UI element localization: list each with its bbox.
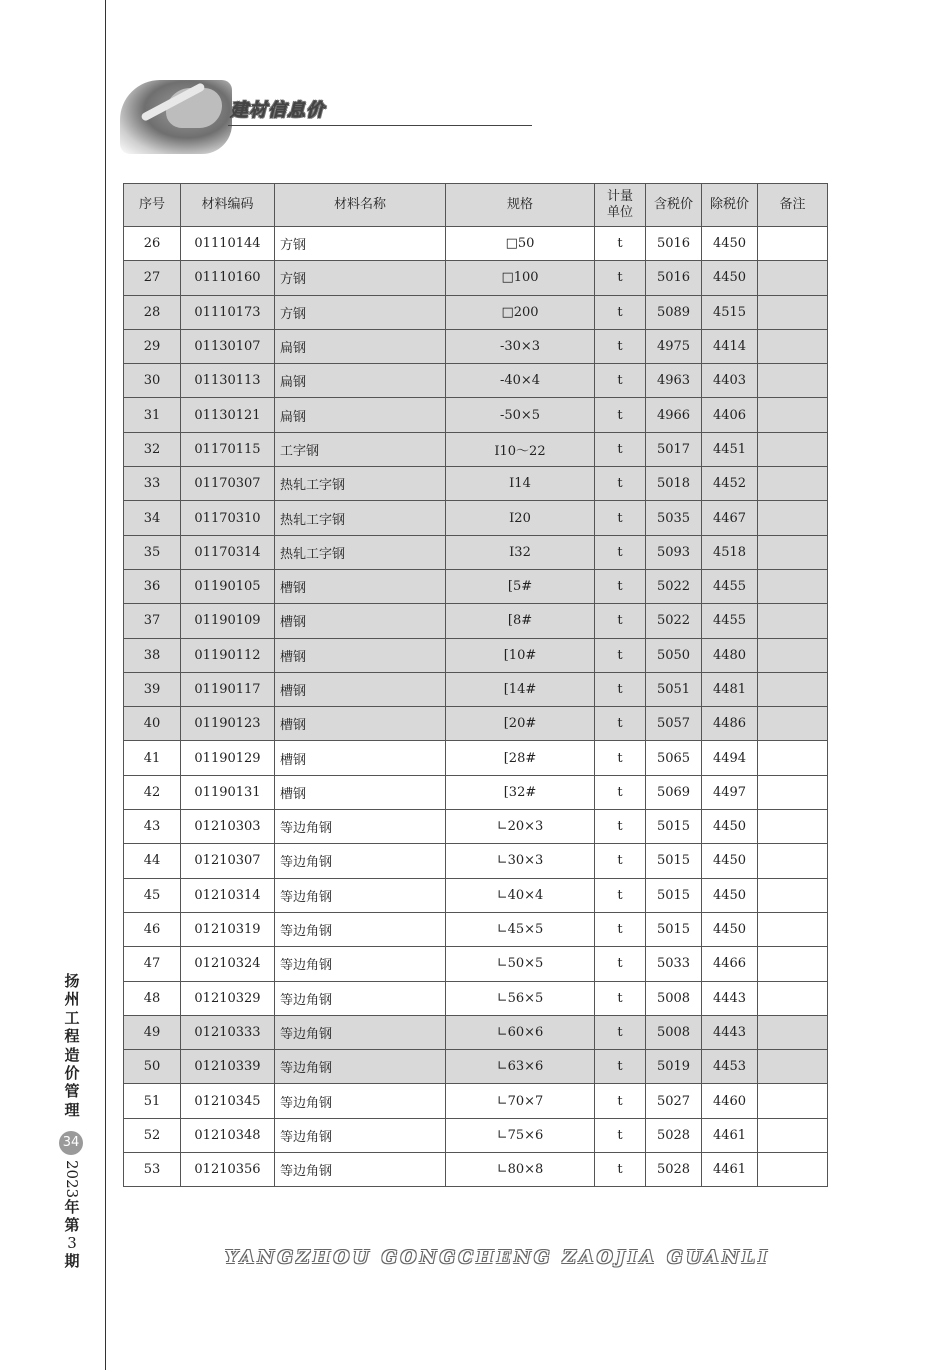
cell-name: 扁钢 — [275, 398, 446, 432]
cell-code: 01110160 — [181, 261, 275, 295]
section-title: 建材信息价 — [230, 100, 325, 121]
table-row — [124, 1015, 828, 1049]
table-row — [124, 604, 828, 638]
cell-spec: I10～22 — [446, 432, 595, 466]
footer-english-title: YANGZHOU GONGCHENG ZAOJIA GUANLI — [225, 1247, 771, 1268]
cell-price-tax: 5015 — [646, 844, 702, 878]
cell-spec: □50 — [446, 227, 595, 261]
cell-price-tax: 5022 — [646, 569, 702, 603]
cell-price-tax: 5057 — [646, 707, 702, 741]
cell-name: 等边角钢 — [275, 1118, 446, 1152]
cell-remark — [758, 912, 828, 946]
cell-seq: 38 — [124, 638, 181, 672]
header-spec: 规格 — [446, 184, 595, 227]
cell-price-notax: 4455 — [702, 569, 758, 603]
cell-code: 01210339 — [181, 1050, 275, 1084]
cell-spec: [28# — [446, 741, 595, 775]
issue-di: 第 — [64, 1216, 80, 1235]
cell-spec: [20# — [446, 707, 595, 741]
cell-price-notax: 4455 — [702, 604, 758, 638]
cell-unit: t — [595, 1015, 646, 1049]
cell-name: 等边角钢 — [275, 912, 446, 946]
table-header-row — [124, 184, 828, 227]
cell-code: 01210333 — [181, 1015, 275, 1049]
table-row — [124, 638, 828, 672]
cell-spec: □200 — [446, 295, 595, 329]
cell-unit: t — [595, 1050, 646, 1084]
issue-label-vertical — [60, 1160, 84, 1270]
cell-unit: t — [595, 261, 646, 295]
cell-unit: t — [595, 604, 646, 638]
cell-name: 等边角钢 — [275, 947, 446, 981]
table-row — [124, 672, 828, 706]
table-row — [124, 329, 828, 363]
cell-remark — [758, 707, 828, 741]
cell-seq: 37 — [124, 604, 181, 638]
cell-remark — [758, 810, 828, 844]
cell-price-notax: 4481 — [702, 672, 758, 706]
cell-name: 等边角钢 — [275, 878, 446, 912]
cell-price-tax: 4963 — [646, 364, 702, 398]
cell-unit: t — [595, 844, 646, 878]
cell-code: 01190105 — [181, 569, 275, 603]
cell-spec: ∟60×6 — [446, 1015, 595, 1049]
cell-code: 01130107 — [181, 329, 275, 363]
table-row — [124, 1118, 828, 1152]
cell-price-notax: 4450 — [702, 810, 758, 844]
cell-price-tax: 5093 — [646, 535, 702, 569]
cell-price-notax: 4452 — [702, 467, 758, 501]
cell-price-notax: 4450 — [702, 912, 758, 946]
cell-code: 01190112 — [181, 638, 275, 672]
cell-name: 等边角钢 — [275, 1153, 446, 1187]
cell-unit: t — [595, 364, 646, 398]
cell-seq: 36 — [124, 569, 181, 603]
cell-unit: t — [595, 741, 646, 775]
cell-code: 01210348 — [181, 1118, 275, 1152]
cell-remark — [758, 501, 828, 535]
table-row — [124, 947, 828, 981]
cell-price-tax: 5065 — [646, 741, 702, 775]
table-row — [124, 295, 828, 329]
cell-price-notax: 4461 — [702, 1118, 758, 1152]
cell-code: 01210303 — [181, 810, 275, 844]
cell-name: 槽钢 — [275, 638, 446, 672]
cell-price-tax: 5027 — [646, 1084, 702, 1118]
cell-name: 槽钢 — [275, 775, 446, 809]
cell-code: 01190123 — [181, 707, 275, 741]
cell-spec: ∟50×5 — [446, 947, 595, 981]
cell-code: 01210345 — [181, 1084, 275, 1118]
cell-remark — [758, 1084, 828, 1118]
cell-spec: -30×3 — [446, 329, 595, 363]
cell-code: 01190109 — [181, 604, 275, 638]
cell-unit: t — [595, 775, 646, 809]
cell-name: 槽钢 — [275, 569, 446, 603]
cell-price-notax: 4443 — [702, 981, 758, 1015]
cell-price-tax: 5050 — [646, 638, 702, 672]
header-code: 材料编码 — [181, 184, 275, 227]
cell-price-tax: 5008 — [646, 1015, 702, 1049]
cell-spec: □100 — [446, 261, 595, 295]
header-photo — [120, 80, 232, 154]
cell-remark — [758, 947, 828, 981]
cell-name: 等边角钢 — [275, 1084, 446, 1118]
cell-code: 01170115 — [181, 432, 275, 466]
page-number: 34 — [59, 1131, 83, 1155]
table-row — [124, 1153, 828, 1187]
cell-price-notax: 4450 — [702, 261, 758, 295]
cell-name: 方钢 — [275, 261, 446, 295]
cell-name: 等边角钢 — [275, 1050, 446, 1084]
cell-code: 01110173 — [181, 295, 275, 329]
cell-code: 01210324 — [181, 947, 275, 981]
table-row — [124, 878, 828, 912]
cell-spec: I20 — [446, 501, 595, 535]
header-unit — [595, 184, 646, 227]
cell-seq: 42 — [124, 775, 181, 809]
header-seq: 序号 — [124, 184, 181, 227]
cell-spec: ∟56×5 — [446, 981, 595, 1015]
header-unit-line1: 计量 — [606, 189, 633, 204]
cell-price-tax: 5015 — [646, 810, 702, 844]
table-row — [124, 741, 828, 775]
cell-unit: t — [595, 569, 646, 603]
cell-seq: 46 — [124, 912, 181, 946]
cell-price-notax: 4460 — [702, 1084, 758, 1118]
cell-remark — [758, 227, 828, 261]
header-remark: 备注 — [758, 184, 828, 227]
cell-remark — [758, 604, 828, 638]
table-row — [124, 432, 828, 466]
cell-remark — [758, 981, 828, 1015]
cell-code: 01190117 — [181, 672, 275, 706]
cell-price-notax: 4414 — [702, 329, 758, 363]
cell-name: 热轧工字钢 — [275, 535, 446, 569]
cell-spec: [14# — [446, 672, 595, 706]
margin-rule — [105, 0, 106, 1370]
table-row — [124, 707, 828, 741]
cell-price-tax: 5015 — [646, 912, 702, 946]
cell-name: 等边角钢 — [275, 844, 446, 878]
cell-price-notax: 4486 — [702, 707, 758, 741]
cell-price-tax: 5089 — [646, 295, 702, 329]
cell-seq: 26 — [124, 227, 181, 261]
cell-remark — [758, 1015, 828, 1049]
cell-unit: t — [595, 912, 646, 946]
cell-price-notax: 4466 — [702, 947, 758, 981]
cell-spec: [8# — [446, 604, 595, 638]
cell-remark — [758, 398, 828, 432]
cell-seq: 32 — [124, 432, 181, 466]
cell-name: 热轧工字钢 — [275, 501, 446, 535]
cell-remark — [758, 535, 828, 569]
cell-price-notax: 4450 — [702, 844, 758, 878]
cell-price-tax: 4966 — [646, 398, 702, 432]
cell-spec: I14 — [446, 467, 595, 501]
cell-spec: ∟75×6 — [446, 1118, 595, 1152]
cell-seq: 28 — [124, 295, 181, 329]
table-body — [124, 227, 828, 1187]
table-row — [124, 912, 828, 946]
cell-unit: t — [595, 398, 646, 432]
cell-spec: -50×5 — [446, 398, 595, 432]
cell-seq: 33 — [124, 467, 181, 501]
table-row — [124, 227, 828, 261]
cell-price-notax: 4515 — [702, 295, 758, 329]
cell-unit: t — [595, 672, 646, 706]
cell-unit: t — [595, 810, 646, 844]
table-row — [124, 1084, 828, 1118]
cell-name: 等边角钢 — [275, 810, 446, 844]
cell-price-notax: 4403 — [702, 364, 758, 398]
header-price-tax: 含税价 — [646, 184, 702, 227]
cell-name: 扁钢 — [275, 364, 446, 398]
cell-remark — [758, 1153, 828, 1187]
cell-unit: t — [595, 947, 646, 981]
cell-unit: t — [595, 295, 646, 329]
cell-code: 01110144 — [181, 227, 275, 261]
cell-spec: ∟63×6 — [446, 1050, 595, 1084]
cell-seq: 52 — [124, 1118, 181, 1152]
cell-remark — [758, 1050, 828, 1084]
cell-code: 01130121 — [181, 398, 275, 432]
cell-unit: t — [595, 1118, 646, 1152]
cell-price-notax: 4443 — [702, 1015, 758, 1049]
cell-unit: t — [595, 501, 646, 535]
cell-seq: 29 — [124, 329, 181, 363]
cell-seq: 53 — [124, 1153, 181, 1187]
cell-spec: -40×4 — [446, 364, 595, 398]
cell-spec: [32# — [446, 775, 595, 809]
cell-seq: 45 — [124, 878, 181, 912]
cell-remark — [758, 364, 828, 398]
cell-price-tax: 5028 — [646, 1118, 702, 1152]
cell-remark — [758, 432, 828, 466]
cell-remark — [758, 295, 828, 329]
table-row — [124, 501, 828, 535]
cell-name: 方钢 — [275, 295, 446, 329]
cell-price-notax: 4450 — [702, 227, 758, 261]
cell-price-notax: 4451 — [702, 432, 758, 466]
cell-remark — [758, 672, 828, 706]
cell-price-tax: 5015 — [646, 878, 702, 912]
cell-remark — [758, 467, 828, 501]
cell-name: 工字钢 — [275, 432, 446, 466]
issue-year-char: 年 — [64, 1198, 80, 1217]
cell-price-tax: 5022 — [646, 604, 702, 638]
cell-spec: ∟45×5 — [446, 912, 595, 946]
table-row — [124, 1050, 828, 1084]
cell-seq: 48 — [124, 981, 181, 1015]
cell-seq: 35 — [124, 535, 181, 569]
cell-price-notax: 4497 — [702, 775, 758, 809]
cell-price-notax: 4467 — [702, 501, 758, 535]
cell-price-tax: 5028 — [646, 1153, 702, 1187]
price-table — [123, 183, 828, 1187]
table-row — [124, 775, 828, 809]
header-unit-line2: 单位 — [606, 205, 633, 220]
table-row — [124, 364, 828, 398]
cell-seq: 40 — [124, 707, 181, 741]
cell-price-tax: 5017 — [646, 432, 702, 466]
cell-code: 01170314 — [181, 535, 275, 569]
cell-seq: 43 — [124, 810, 181, 844]
cell-price-tax: 5033 — [646, 947, 702, 981]
cell-seq: 44 — [124, 844, 181, 878]
issue-qi: 期 — [64, 1252, 80, 1271]
cell-code: 01190129 — [181, 741, 275, 775]
cell-name: 方钢 — [275, 227, 446, 261]
cell-price-tax: 5008 — [646, 981, 702, 1015]
cell-code: 01210329 — [181, 981, 275, 1015]
cell-remark — [758, 569, 828, 603]
cell-unit: t — [595, 432, 646, 466]
table-row — [124, 398, 828, 432]
cell-seq: 27 — [124, 261, 181, 295]
cell-seq: 34 — [124, 501, 181, 535]
cell-unit: t — [595, 227, 646, 261]
cell-unit: t — [595, 1153, 646, 1187]
cell-name: 扁钢 — [275, 329, 446, 363]
cell-code: 01210356 — [181, 1153, 275, 1187]
cell-price-notax: 4518 — [702, 535, 758, 569]
table-row — [124, 981, 828, 1015]
cell-unit: t — [595, 981, 646, 1015]
cell-remark — [758, 638, 828, 672]
cell-price-tax: 5069 — [646, 775, 702, 809]
cell-code: 01210314 — [181, 878, 275, 912]
cell-price-notax: 4494 — [702, 741, 758, 775]
cell-price-notax: 4453 — [702, 1050, 758, 1084]
cell-remark — [758, 844, 828, 878]
cell-spec: ∟30×3 — [446, 844, 595, 878]
cell-unit: t — [595, 878, 646, 912]
cell-seq: 47 — [124, 947, 181, 981]
cell-price-notax: 4406 — [702, 398, 758, 432]
cell-seq: 31 — [124, 398, 181, 432]
cell-seq: 51 — [124, 1084, 181, 1118]
cell-price-tax: 4975 — [646, 329, 702, 363]
cell-price-tax: 5018 — [646, 467, 702, 501]
cell-unit: t — [595, 1084, 646, 1118]
header-name: 材料名称 — [275, 184, 446, 227]
cell-spec: ∟20×3 — [446, 810, 595, 844]
cell-code: 01130113 — [181, 364, 275, 398]
table-row — [124, 535, 828, 569]
cell-spec: ∟40×4 — [446, 878, 595, 912]
cell-unit: t — [595, 535, 646, 569]
issue-year: 2023 — [63, 1160, 81, 1199]
cell-seq: 39 — [124, 672, 181, 706]
cell-price-notax: 4461 — [702, 1153, 758, 1187]
cell-spec: [5# — [446, 569, 595, 603]
cell-spec: [10# — [446, 638, 595, 672]
cell-name: 等边角钢 — [275, 981, 446, 1015]
cell-name: 热轧工字钢 — [275, 467, 446, 501]
cell-unit: t — [595, 467, 646, 501]
cell-price-tax: 5019 — [646, 1050, 702, 1084]
table-row — [124, 844, 828, 878]
cell-price-notax: 4480 — [702, 638, 758, 672]
cell-price-tax: 5016 — [646, 261, 702, 295]
table-row — [124, 467, 828, 501]
cell-seq: 50 — [124, 1050, 181, 1084]
cell-unit: t — [595, 638, 646, 672]
cell-spec: I32 — [446, 535, 595, 569]
cell-name: 槽钢 — [275, 707, 446, 741]
journal-name-vertical: 扬州工程造价管理 — [64, 972, 80, 1119]
cell-name: 槽钢 — [275, 672, 446, 706]
cell-price-tax: 5016 — [646, 227, 702, 261]
cell-spec: ∟80×8 — [446, 1153, 595, 1187]
header-price-notax: 除税价 — [702, 184, 758, 227]
cell-code: 01210307 — [181, 844, 275, 878]
cell-remark — [758, 775, 828, 809]
cell-price-tax: 5051 — [646, 672, 702, 706]
cell-remark — [758, 741, 828, 775]
cell-name: 槽钢 — [275, 604, 446, 638]
section-title-underline — [228, 125, 532, 126]
cell-code: 01210319 — [181, 912, 275, 946]
cell-seq: 41 — [124, 741, 181, 775]
cell-name: 等边角钢 — [275, 1015, 446, 1049]
cell-seq: 30 — [124, 364, 181, 398]
cell-name: 槽钢 — [275, 741, 446, 775]
cell-remark — [758, 329, 828, 363]
cell-remark — [758, 261, 828, 295]
cell-remark — [758, 1118, 828, 1152]
cell-price-tax: 5035 — [646, 501, 702, 535]
cell-spec: ∟70×7 — [446, 1084, 595, 1118]
cell-unit: t — [595, 707, 646, 741]
table-row — [124, 261, 828, 295]
cell-price-notax: 4450 — [702, 878, 758, 912]
cell-unit: t — [595, 329, 646, 363]
cell-code: 01190131 — [181, 775, 275, 809]
cell-remark — [758, 878, 828, 912]
issue-number: 3 — [67, 1234, 77, 1253]
table-row — [124, 569, 828, 603]
cell-code: 01170307 — [181, 467, 275, 501]
cell-seq: 49 — [124, 1015, 181, 1049]
table-row — [124, 810, 828, 844]
cell-code: 01170310 — [181, 501, 275, 535]
